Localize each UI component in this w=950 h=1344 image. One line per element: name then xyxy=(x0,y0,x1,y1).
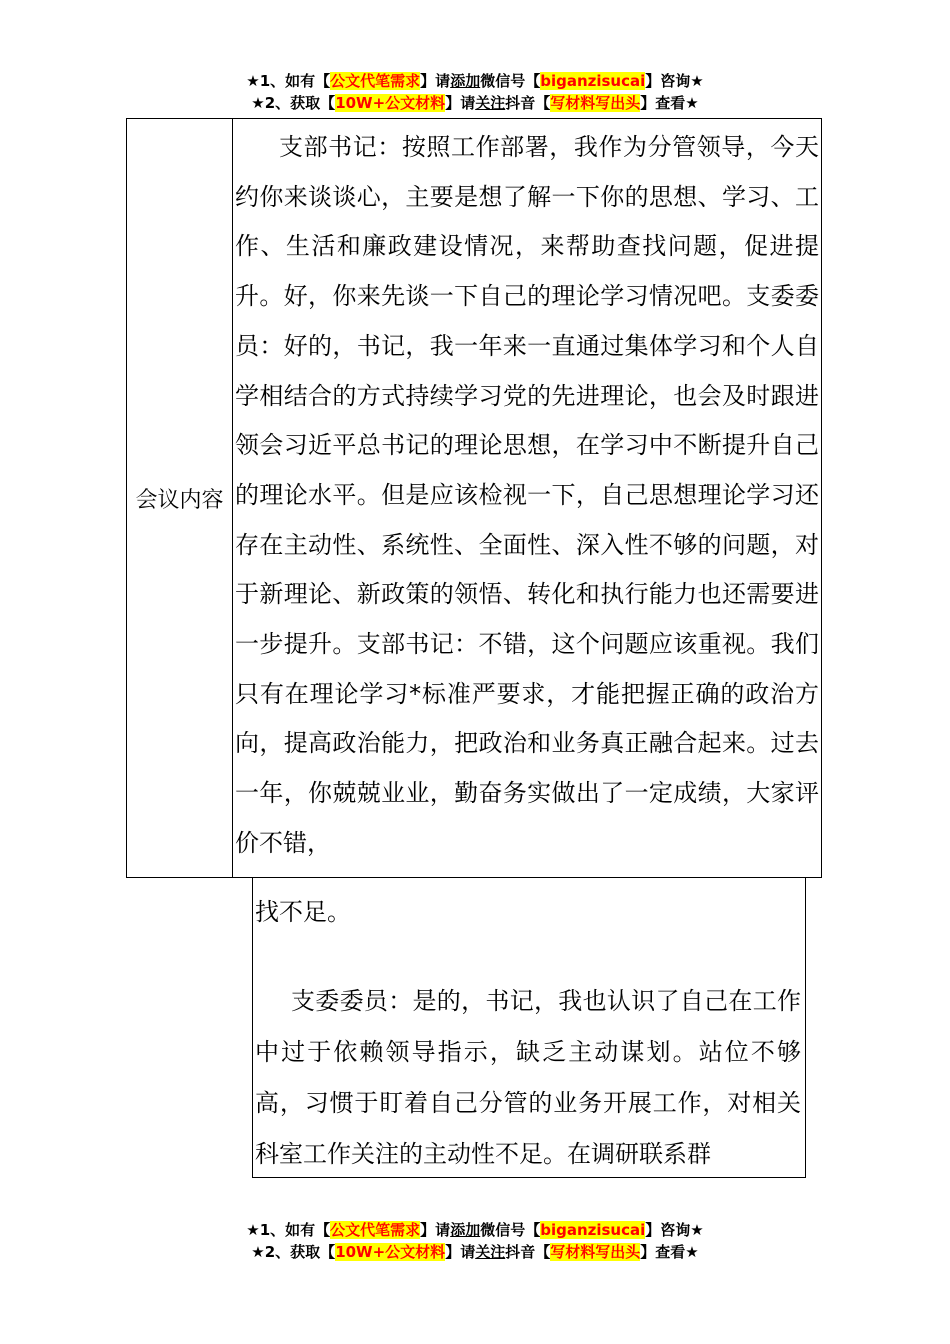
header-banner xyxy=(0,70,950,114)
meeting-content-label: 会议内容 xyxy=(135,487,224,513)
banner-underline: 添加 xyxy=(450,72,481,90)
banner-highlight: 写材料写出头 xyxy=(550,94,641,112)
banner-line-1 xyxy=(0,70,950,92)
continued-line: 找不足。 xyxy=(255,898,351,926)
banner-text: 抖音【 xyxy=(505,94,551,112)
banner-underline: 关注 xyxy=(475,1243,506,1261)
banner-text: ★1、如有【 xyxy=(246,1221,331,1239)
banner-text: 】请 xyxy=(420,72,451,90)
banner-line-2 xyxy=(0,1241,950,1263)
banner-underline: 关注 xyxy=(475,94,506,112)
banner-text: 】请 xyxy=(445,94,476,112)
banner-text: 微信号【 xyxy=(480,72,541,90)
continued-paragraph: 支委委员：是的，书记，我也认识了自己在工作中过于依赖领导指示，缺乏主动谋划。站位不够高，习惯于盯着自己分管的业务开展工作，对相关科室工作关注的主动性不足。在调研联系群 xyxy=(255,987,801,1168)
banner-text: 抖音【 xyxy=(505,1243,551,1261)
banner-text: 】请 xyxy=(445,1243,476,1261)
footer-banner xyxy=(0,1219,950,1263)
banner-text: 】咨询★ xyxy=(645,72,704,90)
banner-text: 微信号【 xyxy=(480,1221,541,1239)
banner-text: ★2、获取【 xyxy=(251,1243,336,1261)
banner-highlight: 写材料写出头 xyxy=(550,1243,641,1261)
meeting-table xyxy=(126,118,822,878)
banner-text: 】请 xyxy=(420,1221,451,1239)
table-label-cell xyxy=(127,119,233,877)
banner-line-1 xyxy=(0,1219,950,1241)
banner-text: 】咨询★ xyxy=(645,1221,704,1239)
banner-text: ★1、如有【 xyxy=(246,72,331,90)
banner-highlight: 公文代笔需求 xyxy=(330,1221,421,1239)
meeting-table-continued xyxy=(252,878,806,1178)
banner-highlight: 公文代笔需求 xyxy=(330,72,421,90)
banner-text: 】查看★ xyxy=(640,1243,699,1261)
banner-highlight: 10W+公文材料 xyxy=(335,1243,446,1261)
banner-highlight: biganzisucai xyxy=(540,1221,646,1239)
meeting-content-text: 支部书记：按照工作部署，我作为分管领导，今天约你来谈谈心，主要是想了解一下你的思想、学习、工作、生活和廉政建设情况，来帮助查找问题，促进提升。好，你来先谈一下自己的理论学习情况吧。支委委员：好的，书记，我一年来一直通过集体学习和个人自学相结合的方式持续学习党的先进理论，也会及时跟进领会习近平总书记的理论思想，在学习中不断提升自己的理论水平。但是应该检视一下，自己思想理论学习还存在主动性、系统性、全面性、深入性不够的问题，对于新理论、新政策的领悟、转化和执行能力也还需要进一步提升。支部书记：不错，这个问题应该重视。我们只有在理论学习*标准严要求，才能把握正确的政治方向，提高政治能力，把政治和业务真正融合起来。过去一年，你兢兢业业，勤奋务实做出了一定成绩，大家评价不错， xyxy=(235,133,819,857)
banner-text: ★2、获取【 xyxy=(251,94,336,112)
banner-line-2 xyxy=(0,92,950,114)
banner-highlight: 10W+公文材料 xyxy=(335,94,446,112)
banner-text: 】查看★ xyxy=(640,94,699,112)
banner-underline: 添加 xyxy=(450,1221,481,1239)
table-content-cell xyxy=(233,119,821,877)
banner-highlight: biganzisucai xyxy=(540,72,646,90)
